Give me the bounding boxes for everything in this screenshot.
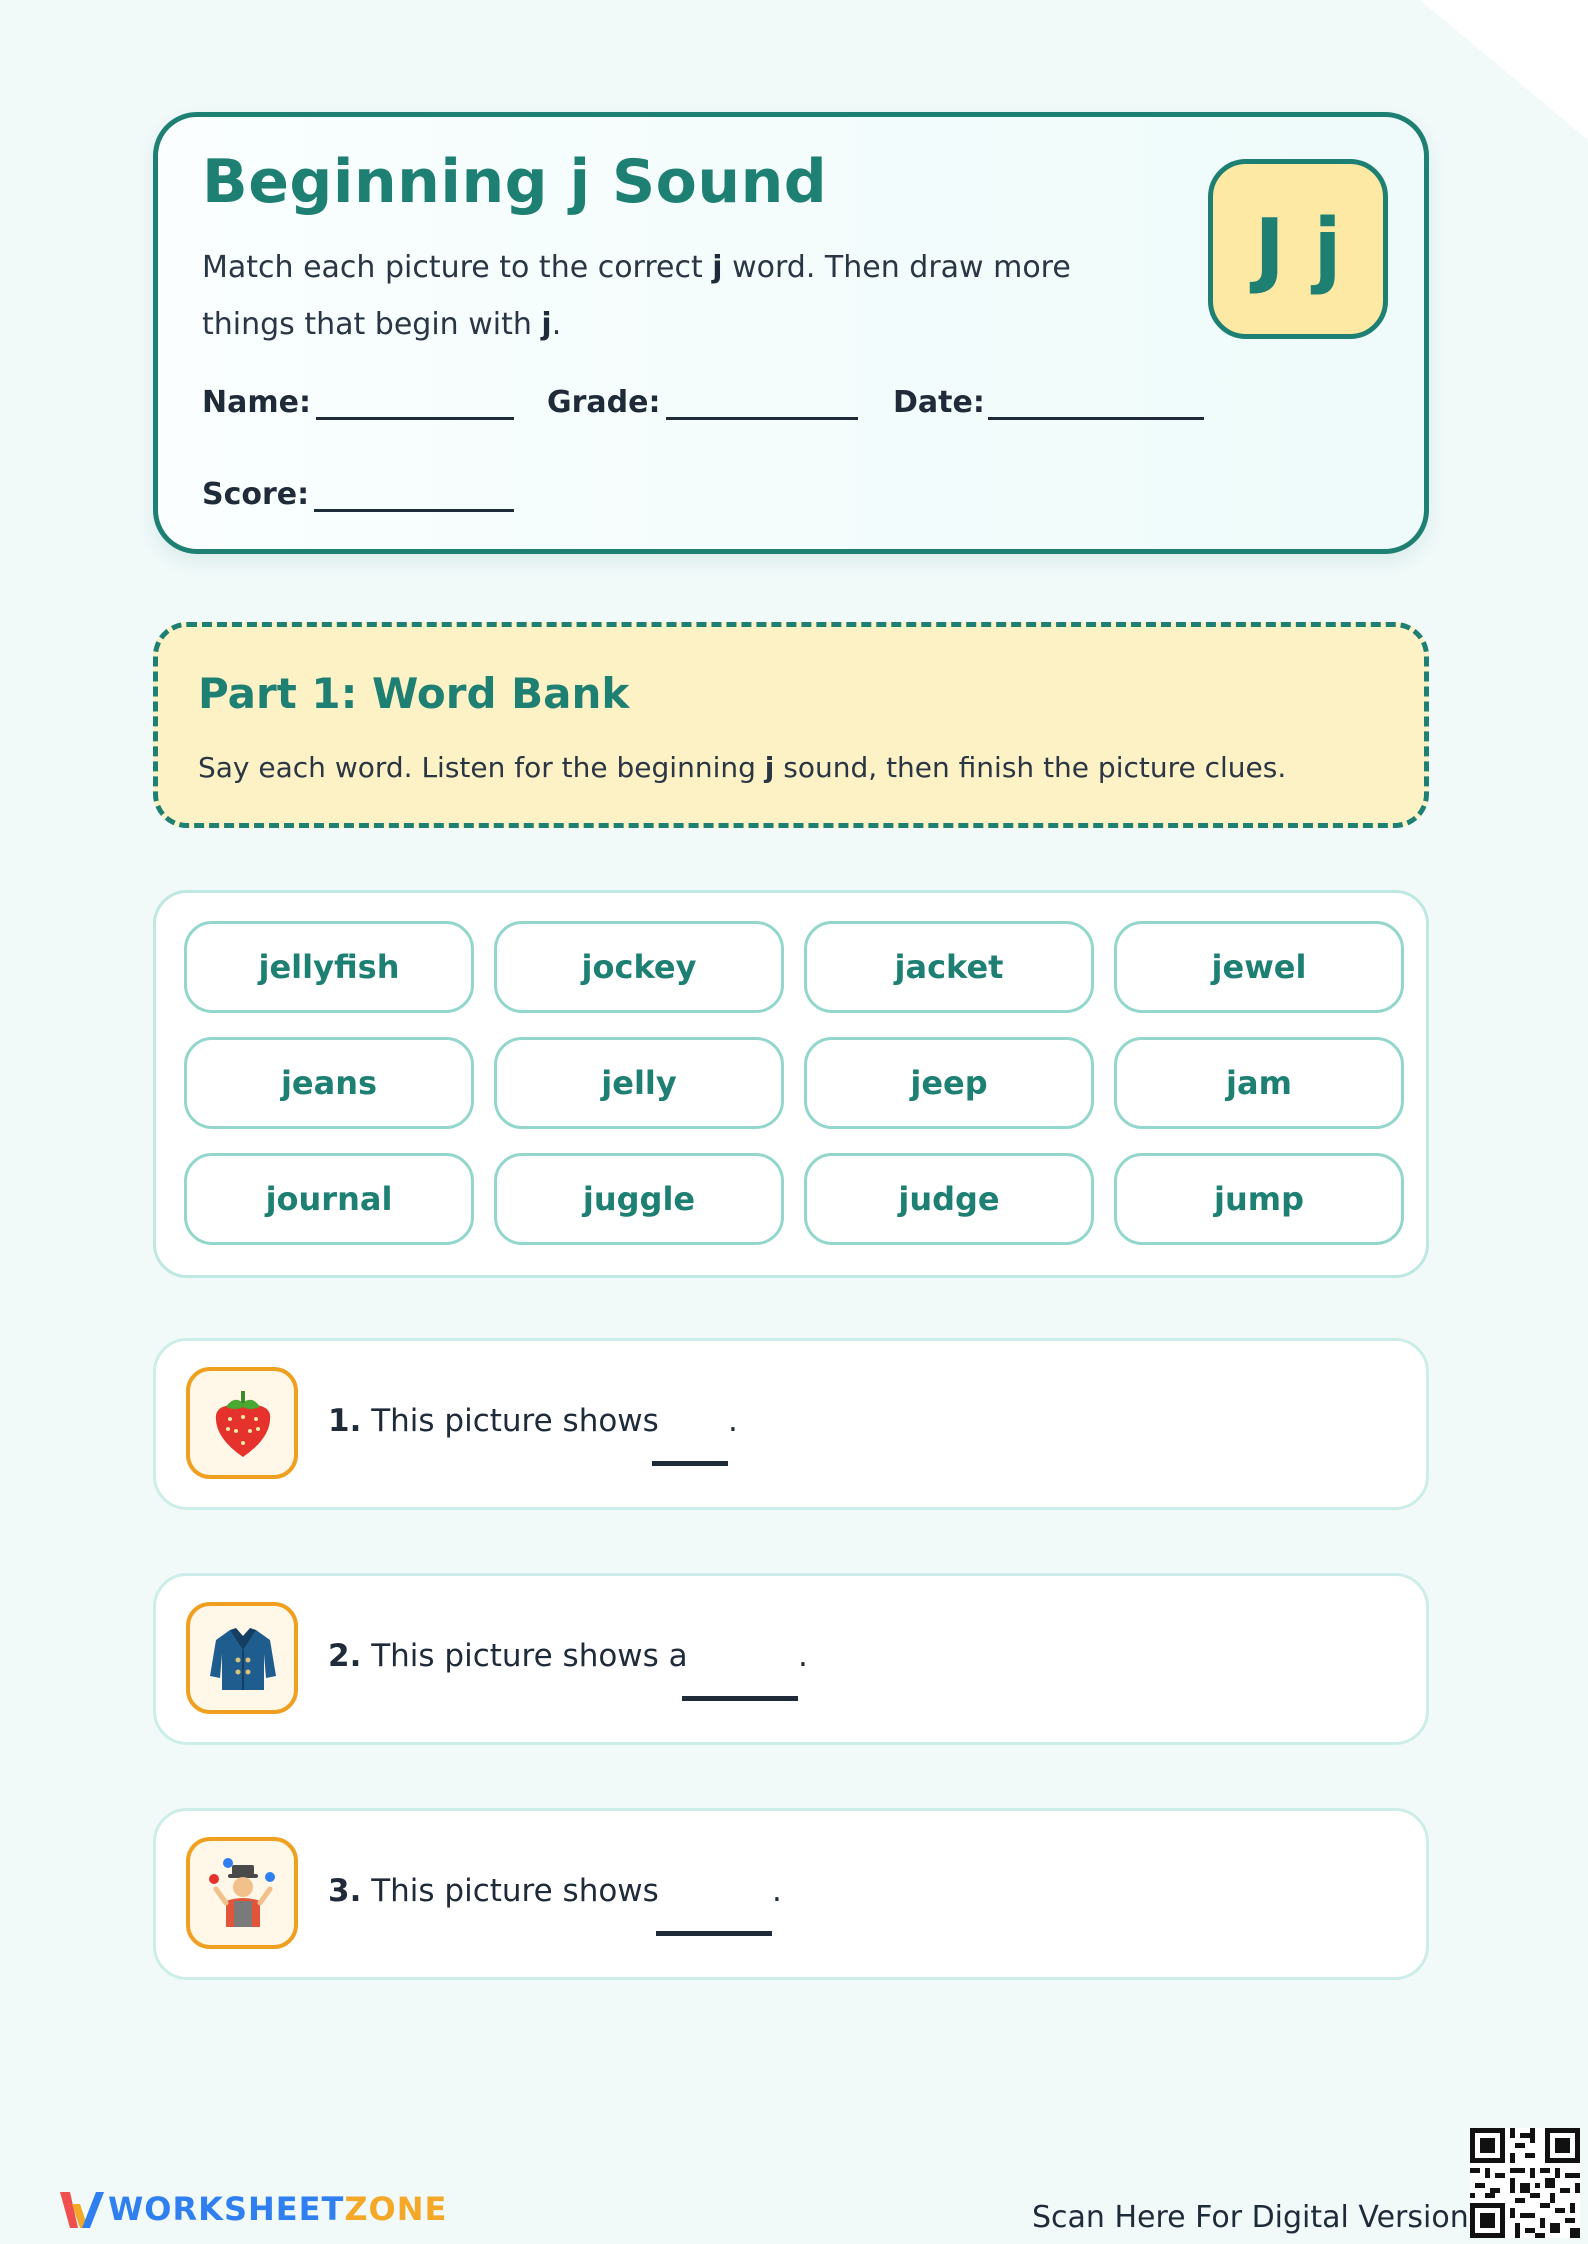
- juggler-icon: [204, 1855, 282, 1933]
- grade-field[interactable]: [666, 417, 858, 420]
- instructions: [202, 239, 1162, 353]
- word-chip[interactable]: jockey: [494, 921, 784, 1013]
- part-1-text: Say each word. Listen for the beginning: [198, 751, 765, 784]
- question-1-card: [153, 1338, 1429, 1510]
- score-field[interactable]: [314, 509, 514, 512]
- scan-caption: Scan Here For Digital Version: [1032, 2200, 1469, 2235]
- word-chip[interactable]: jam: [1114, 1037, 1404, 1129]
- question-3-period: .: [772, 1873, 782, 1909]
- letter-badge: J j: [1208, 159, 1388, 339]
- instruction-end: .: [551, 307, 562, 342]
- name-field[interactable]: [316, 417, 514, 420]
- word-chip[interactable]: jump: [1114, 1153, 1404, 1245]
- brand-name: [108, 2190, 447, 2228]
- question-1-blank[interactable]: [652, 1461, 728, 1466]
- question-1-number: 1.: [328, 1403, 362, 1439]
- brand-name-part-1: WORKSHEET: [108, 2190, 345, 2228]
- word-chip[interactable]: jeep: [804, 1037, 1094, 1129]
- word-bank: [153, 890, 1429, 1278]
- part-1-box: [153, 622, 1429, 828]
- question-3-prompt: This picture shows: [371, 1873, 659, 1909]
- question-1-period: .: [728, 1403, 738, 1439]
- word-chip[interactable]: jellyfish: [184, 921, 474, 1013]
- date-label: Date:: [893, 385, 985, 420]
- question-1-text: [328, 1403, 659, 1439]
- question-3-blank[interactable]: [656, 1931, 772, 1936]
- question-3-card: [153, 1808, 1429, 1980]
- word-chip[interactable]: jewel: [1114, 921, 1404, 1013]
- name-label: Name:: [202, 385, 311, 420]
- date-field[interactable]: [988, 417, 1204, 420]
- instruction-text-2: word. Then draw more things that begin with: [202, 250, 1071, 342]
- score-label: Score:: [202, 477, 310, 512]
- part-1-title: Part 1: Word Bank: [198, 669, 630, 718]
- question-2-text: [328, 1638, 688, 1674]
- qr-code-icon[interactable]: [1470, 2128, 1580, 2238]
- word-chip[interactable]: jacket: [804, 921, 1094, 1013]
- question-1-prompt: This picture shows: [371, 1403, 659, 1439]
- logo-mark-icon: [58, 2184, 108, 2234]
- instruction-letter-2: j: [541, 307, 552, 342]
- question-2-period: .: [798, 1638, 808, 1674]
- part-1-letter: j: [764, 751, 775, 784]
- instruction-letter: j: [712, 250, 723, 285]
- question-2-picture: [186, 1602, 298, 1714]
- grade-label: Grade:: [547, 385, 661, 420]
- part-1-instructions: [198, 751, 1286, 784]
- brand-name-part-2: ZONE: [344, 2190, 448, 2228]
- word-chip[interactable]: jelly: [494, 1037, 784, 1129]
- question-2-prompt: This picture shows a: [371, 1638, 688, 1674]
- question-2-number: 2.: [328, 1638, 362, 1674]
- part-1-text-2: sound, then finish the picture clues.: [774, 751, 1287, 784]
- question-1-picture: [186, 1367, 298, 1479]
- instruction-text: Match each picture to the correct: [202, 250, 713, 285]
- worksheet-title: Beginning j Sound: [202, 147, 828, 217]
- jacket-icon: [204, 1620, 282, 1698]
- header-card: [153, 112, 1429, 554]
- question-3-text: [328, 1873, 659, 1909]
- word-chip[interactable]: juggle: [494, 1153, 784, 1245]
- word-chip[interactable]: judge: [804, 1153, 1094, 1245]
- question-2-card: [153, 1573, 1429, 1745]
- strawberry-icon: [204, 1385, 282, 1463]
- brand-logo[interactable]: [58, 2184, 448, 2240]
- question-3-number: 3.: [328, 1873, 362, 1909]
- word-chip[interactable]: journal: [184, 1153, 474, 1245]
- question-3-picture: [186, 1837, 298, 1949]
- word-chip[interactable]: jeans: [184, 1037, 474, 1129]
- question-2-blank[interactable]: [682, 1696, 798, 1701]
